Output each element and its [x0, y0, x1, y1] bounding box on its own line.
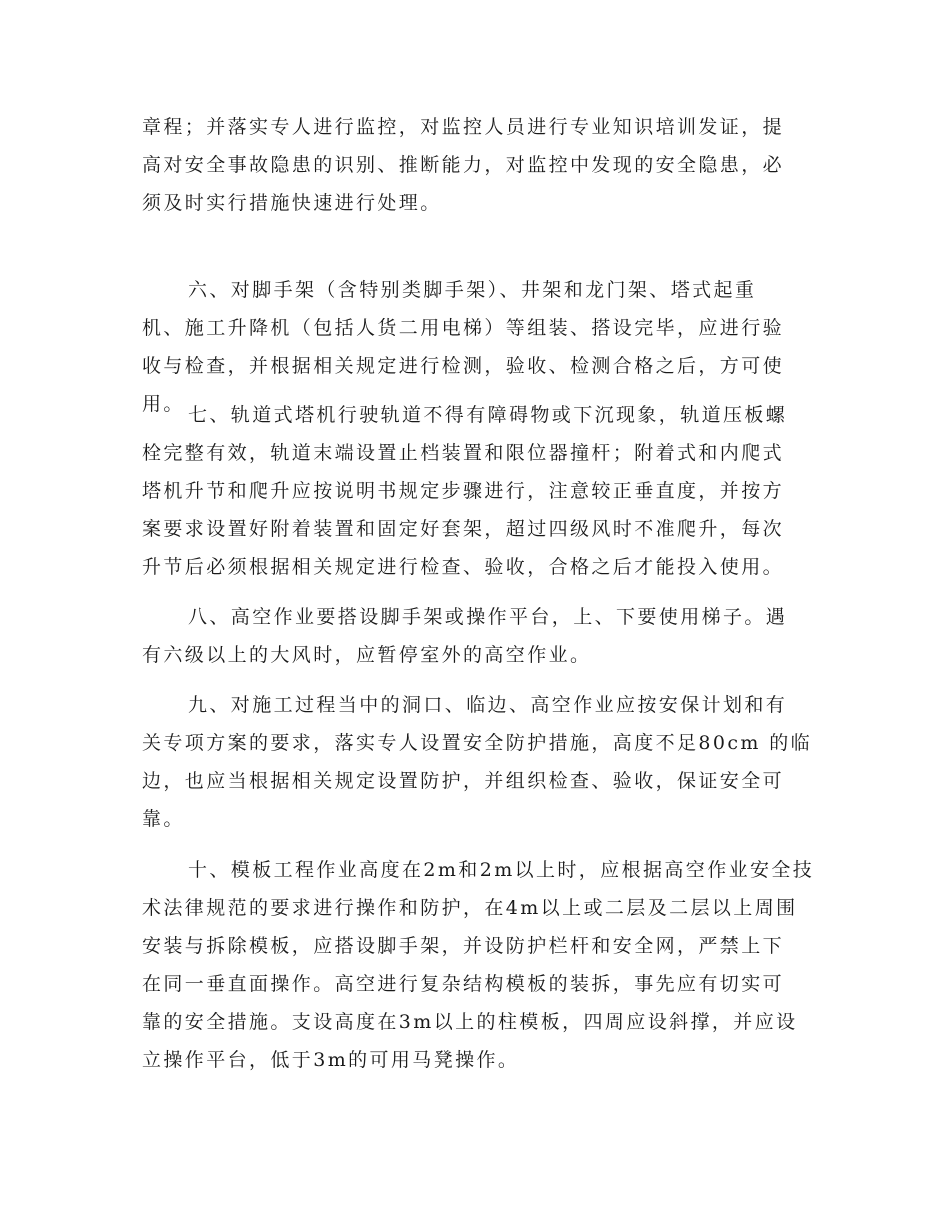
paragraph-item-8	[142, 598, 812, 674]
text-line: 关专项方案的要求，落实专人设置安全防护措施，高度不足80cm 的临	[142, 732, 813, 754]
text-line: 安装与拆除模板，应搭设脚手架，并设防护栏杆和安全网，严禁上下	[142, 935, 785, 957]
text-line: 有六级以上的大风时，应暂停室外的高空作业。	[142, 644, 592, 666]
text-line: 靠的安全措施。支设高度在3m以上的柱模板，四周应设斜撑，并应设	[142, 1011, 798, 1033]
text-line: 八、高空作业要搭设脚手架或操作平台，上、下要使用梯子。遇	[188, 606, 788, 628]
text-line: 机、施工升降机（包括人货二用电梯）等组装、搭设完毕，应进行验	[142, 317, 785, 339]
text-line: 边，也应当根据相关规定设置防护，并组织检查、验收，保证安全可	[142, 770, 785, 792]
text-line: 用。	[142, 393, 185, 415]
text-line: 九、对施工过程当中的洞口、临边、高空作业应按安保计划和有	[188, 694, 788, 716]
paragraph-continuation	[142, 108, 812, 222]
paragraph-item-7	[142, 396, 812, 586]
text-line: 六、对脚手架（含特别类脚手架）、井架和龙门架、塔式起重	[188, 279, 757, 301]
paragraph-item-10	[142, 851, 815, 1079]
text-line: 收与检查，并根据相关规定进行检测，验收、检测合格之后，方可使	[142, 355, 785, 377]
text-line: 十、模板工程作业高度在2m和2m以上时，应根据高空作业安全技	[188, 859, 815, 881]
text-line: 术法律规范的要求进行操作和防护，在4m以上或二层及二层以上周围	[142, 897, 798, 919]
text-line: 栓完整有效，轨道末端设置止档装置和限位器撞杆；附着式和内爬式	[142, 442, 785, 464]
text-line: 章程；并落实专人进行监控，对监控人员进行专业知识培训发证，提	[142, 116, 785, 138]
text-line: 须及时实行措施快速进行处理。	[142, 192, 442, 214]
text-line: 靠。	[142, 808, 185, 830]
text-line: 在同一垂直面操作。高空进行复杂结构模板的装拆，事先应有切实可	[142, 973, 785, 995]
text-line: 立操作平台，低于3m的可用马凳操作。	[142, 1049, 520, 1071]
paragraph-item-9	[142, 686, 812, 838]
text-line: 高对安全事故隐患的识别、推断能力，对监控中发现的安全隐患，必	[142, 154, 785, 176]
text-line: 升节后必须根据相关规定进行检查、验收，合格之后才能投入使用。	[142, 556, 785, 578]
text-line: 塔机升节和爬升应按说明书规定步骤进行，注意较正垂直度，并按方	[142, 480, 785, 502]
text-line: 七、轨道式塔机行驶轨道不得有障碍物或下沉现象，轨道压板螺	[188, 404, 788, 426]
text-line: 案要求设置好附着装置和固定好套架，超过四级风时不准爬升，每次	[142, 518, 785, 540]
